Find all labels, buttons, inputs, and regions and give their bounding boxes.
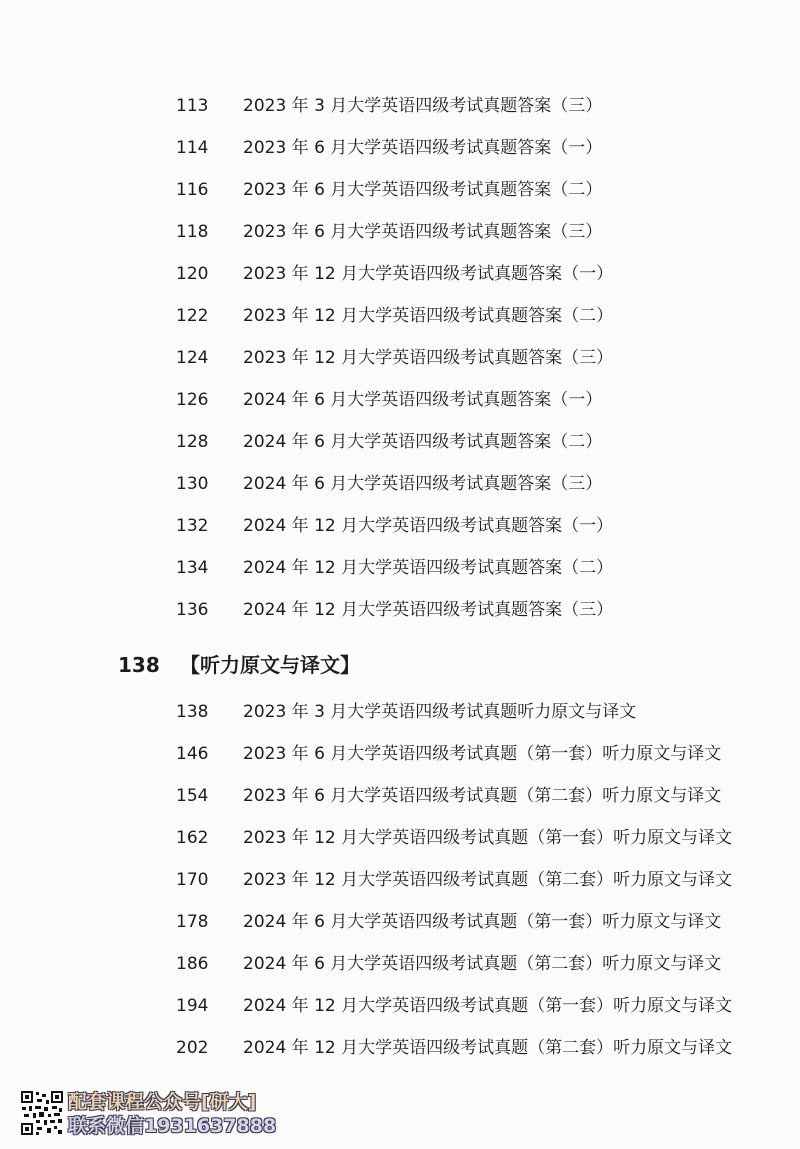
section-title: 【听力原文与译文】: [180, 653, 360, 677]
toc-title: 2023 年 6 月大学英语四级考试真题答案（一）: [243, 138, 603, 158]
toc-page-number: 126: [176, 390, 209, 410]
toc-title: 2023 年 6 月大学英语四级考试真题（第二套）听力原文与译文: [243, 786, 722, 806]
toc-title: 2024 年 6 月大学英语四级考试真题答案（二）: [243, 432, 603, 452]
toc-page-number: 178: [176, 912, 209, 932]
toc-page-number: 113: [176, 96, 209, 116]
toc-title: 2024 年 6 月大学英语四级考试真题答案（三）: [243, 474, 603, 494]
toc-title: 2024 年 12 月大学英语四级考试真题（第二套）听力原文与译文: [243, 1038, 733, 1058]
toc-title: 2024 年 6 月大学英语四级考试真题答案（一）: [243, 390, 603, 410]
toc-page-number: 194: [176, 996, 209, 1016]
toc-page-number: 116: [176, 180, 209, 200]
toc-page-number: 120: [176, 264, 209, 284]
toc-page-number: 146: [176, 744, 209, 764]
toc-title: 2024 年 6 月大学英语四级考试真题（第一套）听力原文与译文: [243, 912, 722, 932]
toc-page-number: 122: [176, 306, 209, 326]
toc-page-number: 202: [176, 1038, 209, 1058]
toc-page-number: 128: [176, 432, 209, 452]
toc-title: 2023 年 12 月大学英语四级考试真题（第二套）听力原文与译文: [243, 870, 733, 890]
toc-title: 2024 年 12 月大学英语四级考试真题答案（三）: [243, 600, 614, 620]
toc-title: 2023 年 3 月大学英语四级考试真题听力原文与译文: [243, 702, 637, 722]
toc-title: 2024 年 6 月大学英语四级考试真题（第二套）听力原文与译文: [243, 954, 722, 974]
footer-promo: [20, 1090, 320, 1140]
toc-page-number: 170: [176, 870, 209, 890]
toc-page-number: 138: [176, 702, 209, 722]
toc-title: 2024 年 12 月大学英语四级考试真题答案（二）: [243, 558, 614, 578]
toc-title: 2023 年 12 月大学英语四级考试真题答案（一）: [243, 264, 614, 284]
toc-title: 2023 年 6 月大学英语四级考试真题答案（二）: [243, 180, 603, 200]
toc-page-number: 130: [176, 474, 209, 494]
toc-page-number: 154: [176, 786, 209, 806]
toc-page-number: 124: [176, 348, 209, 368]
section-page-number: 138: [118, 653, 160, 677]
toc-title: 2023 年 6 月大学英语四级考试真题（第一套）听力原文与译文: [243, 744, 722, 764]
qr-code-icon: [20, 1090, 64, 1136]
toc-page-number: 186: [176, 954, 209, 974]
toc-page-number: 132: [176, 516, 209, 536]
toc-page-number: 136: [176, 600, 209, 620]
toc-page-number: 118: [176, 222, 209, 242]
section-heading: [118, 649, 360, 681]
toc-title: 2023 年 12 月大学英语四级考试真题答案（三）: [243, 348, 614, 368]
toc-title: 2023 年 12 月大学英语四级考试真题答案（二）: [243, 306, 614, 326]
promo-line-contact: 联系微信1931637888: [68, 1115, 277, 1137]
toc-title: 2024 年 12 月大学英语四级考试真题答案（一）: [243, 516, 614, 536]
toc-title: 2023 年 6 月大学英语四级考试真题答案（三）: [243, 222, 603, 242]
toc-page-number: 162: [176, 828, 209, 848]
toc-title: 2023 年 3 月大学英语四级考试真题答案（三）: [243, 96, 603, 116]
toc-page-number: 134: [176, 558, 209, 578]
promo-line-account: 配套课程公众号[研大]: [68, 1091, 257, 1113]
toc-page-number: 114: [176, 138, 209, 158]
toc-title: 2023 年 12 月大学英语四级考试真题（第一套）听力原文与译文: [243, 828, 733, 848]
toc-title: 2024 年 12 月大学英语四级考试真题（第一套）听力原文与译文: [243, 996, 733, 1016]
